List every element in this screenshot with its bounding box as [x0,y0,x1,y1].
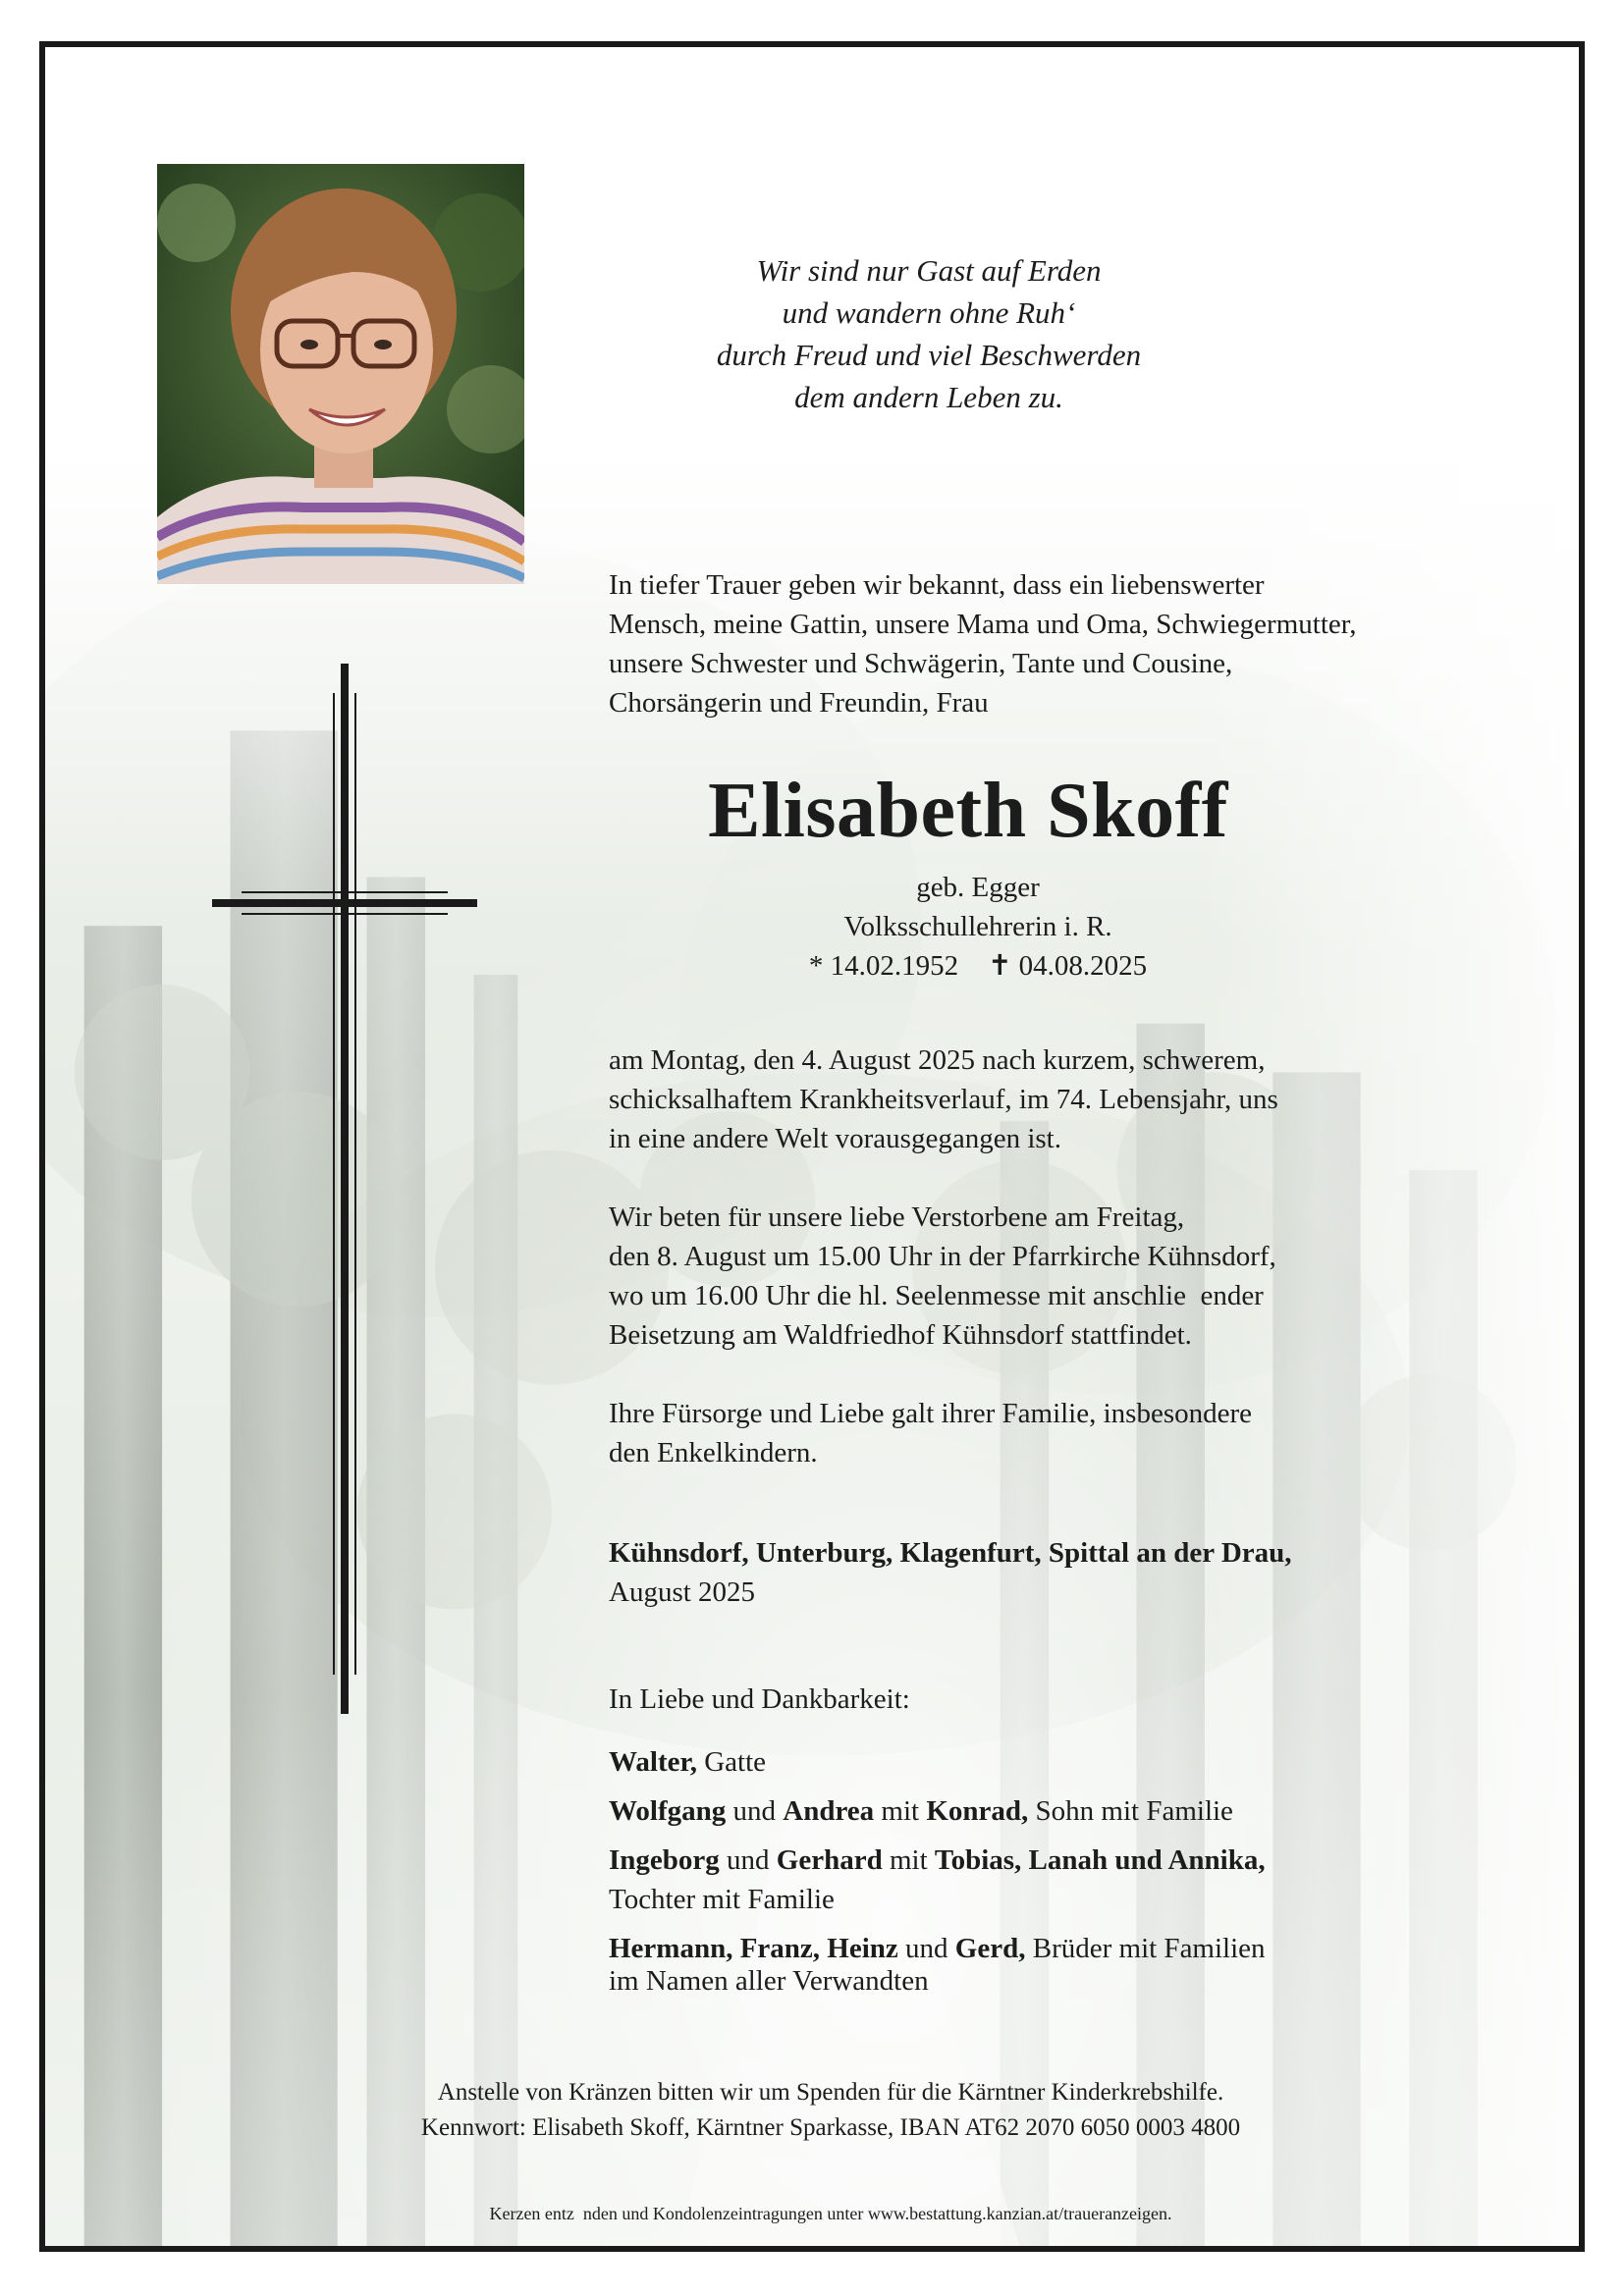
intro-line: Mensch, meine Gattin, unsere Mama und Oma, Schwiegermutter, [609,609,1357,640]
poem [654,249,1204,418]
poem-line: dem andern Leben zu. [794,380,1063,414]
deceased-details [723,868,1233,986]
poem-line: durch Freud und viel Beschwerden [716,338,1142,372]
connector: und [726,1795,784,1827]
brother-last-name: Gerd, [954,1933,1026,1964]
intro-text [609,565,1512,722]
relatives-line: im Namen aller Verwandten [609,1965,929,1997]
grandchildren-names: Tobias, Lanah und Annika, [934,1844,1266,1876]
intro-line: unsere Schwester und Schwägerin, Tante und Cousine, [609,648,1233,679]
family-row-son [609,1791,1492,1831]
husband-name: Walter, [609,1746,697,1778]
paragraph-line: wo um 16.00 Uhr die hl. Seelenmesse mit anschlie ender [609,1280,1264,1311]
son-role: Sohn mit Familie [1028,1795,1233,1827]
brothers-names: Hermann, Franz, Heinz [609,1933,898,1964]
poem-line: und wandern ohne Ruh‘ [782,295,1076,330]
daughter-role: Tochter mit Familie [609,1884,835,1915]
connector: mit [874,1795,927,1827]
footer-note: Kerzen entz nden und Kondolenzeintragungen unter www.bestattung.kanzian.at/traueranzeigen. [489,2204,1172,2223]
death-date: 04.08.2025 [1018,950,1148,982]
cross-icon [212,664,477,1714]
funeral-paragraph [609,1198,1492,1355]
son-name: Wolfgang [609,1795,727,1827]
profession: Volksschullehrerin i. R. [843,911,1112,942]
maiden-name: geb. Egger [916,872,1040,903]
intro-line: In tiefer Trauer geben wir bekannt, dass ein liebenswerter [609,569,1265,601]
family-row-husband [609,1742,1492,1782]
places-line: Kühnsdorf, Unterburg, Klagenfurt, Spittal an der Drau, [609,1537,1292,1569]
paragraph-line: Beisetzung am Waldfriedhof Kühnsdorf stattfindet. [609,1319,1192,1351]
family-row-daughter [609,1841,1492,1919]
family-list [609,1742,1492,1978]
date-line: August 2025 [609,1576,756,1608]
paragraph-line: den 8. August um 15.00 Uhr in der Pfarrkirche Kühnsdorf, [609,1241,1276,1272]
brothers-role: Brüder mit Familien [1025,1933,1266,1964]
birth-date: * 14.02.1952 [808,950,959,982]
family-care-paragraph [609,1394,1492,1472]
obituary-frame [39,41,1585,2252]
son-partner-name: Andrea [783,1795,875,1827]
daughter-partner-name: Gerhard [776,1844,883,1876]
poem-line: Wir sind nur Gast auf Erden [756,253,1102,288]
death-cross-icon: ✝ [988,950,1012,982]
deceased-name: Elisabeth Skoff [708,768,1228,854]
connector: mit [882,1844,935,1876]
husband-role: Gatte [696,1746,767,1778]
paragraph-line: schicksalhaftem Krankheitsverlauf, im 74. Lebensjahr, uns [609,1084,1278,1115]
place-date [609,1533,1492,1612]
thanks-line: In Liebe und Dankbarkeit: [609,1683,910,1715]
donation-line: Anstelle von Kränzen bitten wir um Spenden für die Kärntner Kinderkrebshilfe. [437,2079,1224,2106]
portrait-photo [157,164,524,584]
paragraph-line: den Enkelkindern. [609,1437,818,1468]
grandchild-name: Konrad, [926,1795,1029,1827]
paragraph-line: Ihre Fürsorge und Liebe galt ihrer Familie, insbesondere [609,1398,1253,1429]
intro-line: Chorsängerin und Freundin, Frau [609,687,989,719]
life-dates [723,946,1233,986]
connector: und [897,1933,955,1964]
paragraph-line: am Montag, den 4. August 2025 nach kurzem, schwerem, [609,1044,1266,1076]
passing-paragraph [609,1041,1492,1158]
connector: und [719,1844,777,1876]
daughter-name: Ingeborg [609,1844,720,1876]
paragraph-line: Wir beten für unsere liebe Verstorbene am Freitag, [609,1201,1185,1233]
paragraph-line: in eine andere Welt vorausgegangen ist. [609,1123,1061,1154]
donation-note [242,2075,1420,2146]
donation-line: Kennwort: Elisabeth Skoff, Kärntner Sparkasse, IBAN AT62 2070 6050 0003 4800 [420,2114,1241,2141]
